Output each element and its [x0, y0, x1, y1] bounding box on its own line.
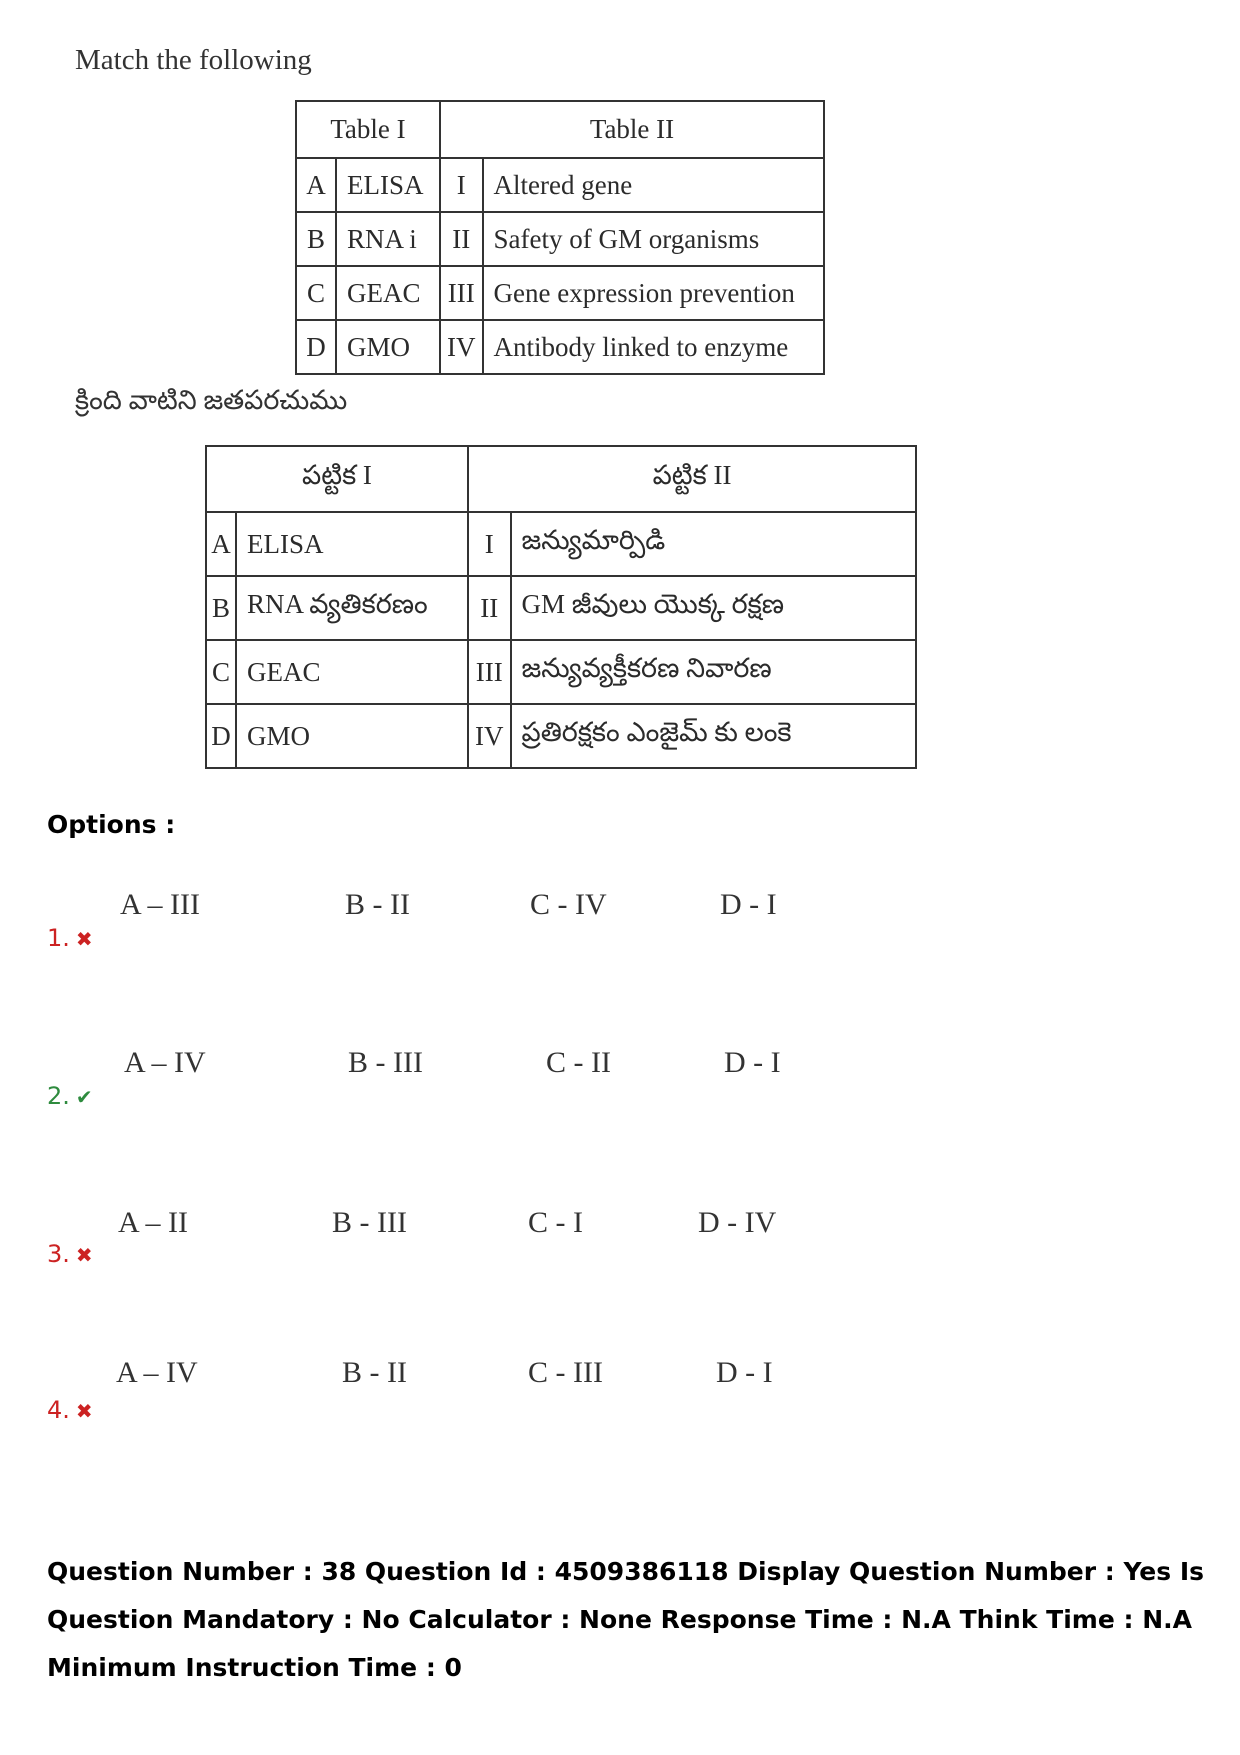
table-row: [296, 212, 824, 266]
row-item: GMO: [236, 704, 468, 768]
wrong-cross-icon: ✖: [75, 927, 93, 951]
table-header-row: [296, 101, 824, 158]
row-match: Safety of GM organisms: [483, 212, 825, 266]
option-4-pairs[interactable]: [116, 1356, 836, 1396]
row-roman: I: [440, 158, 483, 212]
question-heading-english: Match the following: [75, 44, 312, 76]
pair-b: B - III: [332, 1206, 407, 1239]
option-1-number[interactable]: [47, 924, 93, 952]
correct-check-icon: ✔: [75, 1085, 93, 1109]
wrong-cross-icon: ✖: [75, 1243, 93, 1267]
option-3-pairs[interactable]: [118, 1206, 838, 1246]
table-header-row: [206, 446, 916, 512]
column-header-table-i: పట్టిక I: [206, 446, 468, 512]
row-item: ELISA: [236, 512, 468, 576]
row-item: ELISA: [336, 158, 440, 212]
pair-a: A – III: [120, 888, 200, 921]
pair-b: B - II: [342, 1356, 407, 1389]
row-roman: IV: [440, 320, 483, 374]
column-header-table-ii: పట్టిక II: [468, 446, 916, 512]
match-table-english: [295, 100, 825, 375]
table-row: [296, 266, 824, 320]
question-heading-telugu: క్రింది వాటిని జతపరచుము: [75, 385, 348, 415]
row-letter: A: [296, 158, 336, 212]
row-match: జన్యుమార్పిడి: [511, 512, 917, 576]
pair-a: A – II: [118, 1206, 188, 1239]
row-item: GEAC: [336, 266, 440, 320]
row-letter: A: [206, 512, 236, 576]
pair-a: A – IV: [124, 1046, 206, 1079]
option-number-label: 1.: [47, 924, 70, 952]
pair-d: D - I: [716, 1356, 773, 1389]
option-4-number[interactable]: [47, 1396, 93, 1424]
row-roman: IV: [468, 704, 511, 768]
row-roman: I: [468, 512, 511, 576]
row-roman: III: [440, 266, 483, 320]
row-letter: B: [206, 576, 236, 640]
row-item: GEAC: [236, 640, 468, 704]
options-label: Options :: [47, 810, 176, 839]
row-roman: II: [440, 212, 483, 266]
row-match: GM జీవులు యొక్క రక్షణ: [511, 576, 917, 640]
pair-a: A – IV: [116, 1356, 198, 1389]
row-item: RNA వ్యతికరణం: [236, 576, 468, 640]
option-number-label: 2.: [47, 1082, 70, 1110]
column-header-table-i: Table I: [296, 101, 440, 158]
pair-d: D - IV: [698, 1206, 777, 1239]
column-header-table-ii: Table II: [440, 101, 824, 158]
row-roman: III: [468, 640, 511, 704]
row-match: ప్రతిరక్షకం ఎంజైమ్ కు లంకె: [511, 704, 917, 768]
table-row: [296, 320, 824, 374]
pair-b: B - II: [345, 888, 410, 921]
table-row: [296, 158, 824, 212]
row-match: Altered gene: [483, 158, 825, 212]
table-row: [206, 640, 916, 704]
table-row: [206, 704, 916, 768]
option-3-number[interactable]: [47, 1240, 93, 1268]
pair-c: C - IV: [530, 888, 607, 921]
row-letter: D: [206, 704, 236, 768]
row-roman: II: [468, 576, 511, 640]
pair-c: C - III: [528, 1356, 603, 1389]
option-2-number[interactable]: [47, 1082, 93, 1110]
row-match: Antibody linked to enzyme: [483, 320, 825, 374]
option-1-pairs[interactable]: [120, 888, 840, 928]
row-letter: B: [296, 212, 336, 266]
table-row: [206, 576, 916, 640]
row-letter: C: [206, 640, 236, 704]
pair-c: C - I: [528, 1206, 583, 1239]
wrong-cross-icon: ✖: [75, 1399, 93, 1423]
pair-d: D - I: [724, 1046, 781, 1079]
option-number-label: 4.: [47, 1396, 70, 1424]
option-2-pairs[interactable]: [124, 1046, 844, 1086]
row-match: Gene expression prevention: [483, 266, 825, 320]
row-item: GMO: [336, 320, 440, 374]
option-number-label: 3.: [47, 1240, 70, 1268]
pair-d: D - I: [720, 888, 777, 921]
row-match: జన్యువ్యక్తీకరణ నివారణ: [511, 640, 917, 704]
row-letter: C: [296, 266, 336, 320]
pair-b: B - III: [348, 1046, 423, 1079]
pair-c: C - II: [546, 1046, 611, 1079]
question-metadata: Question Number : 38 Question Id : 4509386118 Display Question Number : Yes Is Question Mandatory : No Calculator : None Response Time : N.A Think Time : N.A Minimum Instruction Time : 0: [47, 1557, 1205, 1682]
table-row: [206, 512, 916, 576]
row-letter: D: [296, 320, 336, 374]
match-table-telugu: [205, 445, 917, 769]
row-item: RNA i: [336, 212, 440, 266]
